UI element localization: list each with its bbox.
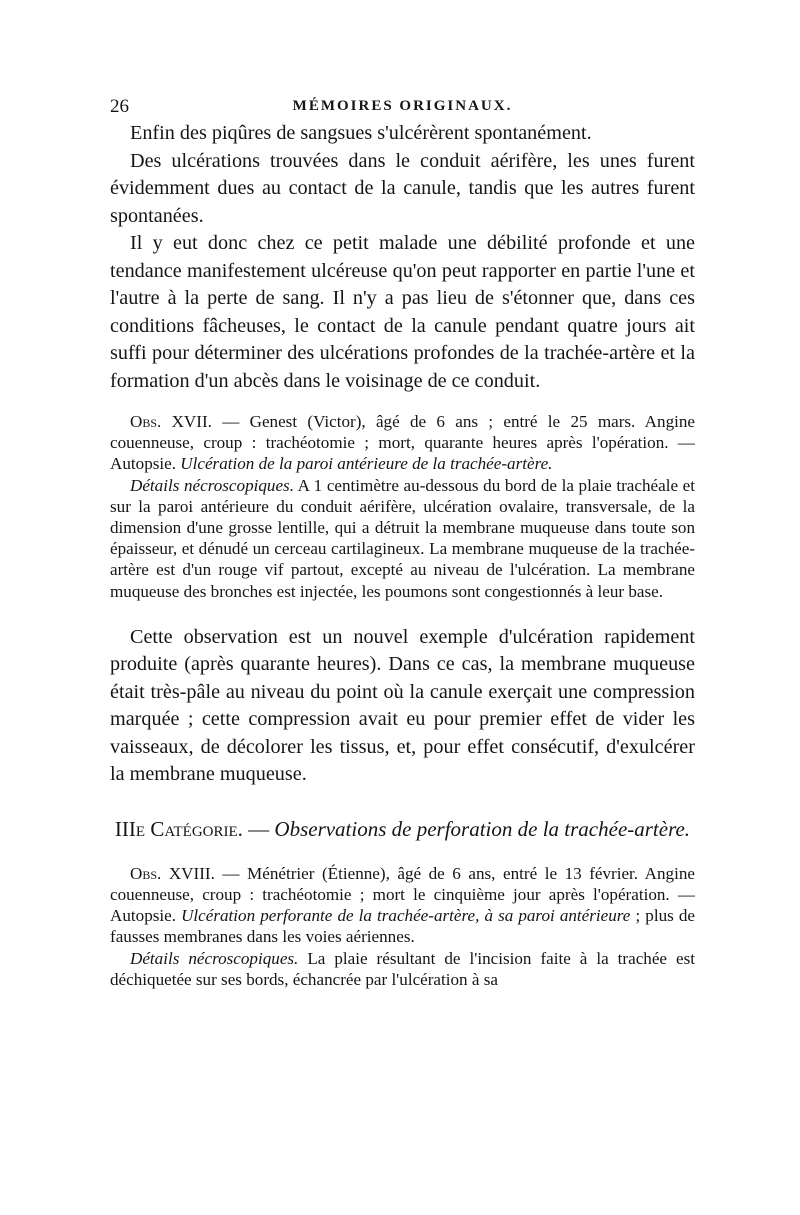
observation-xviii <box>110 863 695 948</box>
details-label: Détails nécroscopiques. <box>130 948 299 968</box>
obs-label: Obs. XVIII. <box>130 863 215 883</box>
paragraph-ulcerations: Des ulcérations trouvées dans le conduit aérifère, les unes furent évidemment dues au contact de la canule, tandis que les autres furent spontanées. <box>110 149 695 227</box>
page-number: 26 <box>110 96 129 117</box>
category-title: Observations de perforation de la trachée-artère. <box>274 816 691 841</box>
category-heading <box>110 815 695 843</box>
category-label: IIIe Catégorie. <box>114 816 243 841</box>
obs-label: Obs. XVII. <box>130 412 212 431</box>
page-header <box>110 90 695 120</box>
observation-xvii <box>110 411 695 475</box>
details-label: Détails nécroscopiques. <box>130 475 294 495</box>
obs-text: — Ménétrier (Étienne), âgé de 6 ans, entré le 13 février. Angine couenneuse, croup : trachéotomie ; mort le cinquième jour après l'opération. — Autopsie. <box>110 863 695 926</box>
running-title: MÉMOIRES ORIGINAUX. <box>292 98 513 114</box>
paragraph-cette-observation: Cette observation est un nouvel exemple d'ulcération rapidement produite (après quarante heures). Dans ce cas, la membrane muqueuse était très-pâle au niveau du point où la canule exerçait une compression marquée ; cette compression avait eu pour premier effet de vider les vaisseaux, de décolorer les tissus, et, pour effet consécutif, d'exulcérer la membrane muqueuse. <box>110 625 695 786</box>
details-text: A 1 centimètre au-dessous du bord de la plaie trachéale et sur la paroi antérieure du conduit aérifère, ulcération ovalaire, transversale, de la dimension d'une grosse lentille, qui a détruit la membrane muqueuse dans toute son épaisseur, et dénudé un cerceau cartilagineux. La membrane muqueuse de la trachée-artère est d'un rouge vif partout, excepté au niveau de l'ulcération. La membrane muqueuse des bronches est injectée, les poumons sont congestionnés à leur base. <box>110 475 695 601</box>
details-xvii <box>110 475 695 602</box>
paragraph-debilite: Il y eut donc chez ce petit malade une débilité profonde et une tendance manifestement ulcéreuse qu'on peut rapporter en partie l'une et l'autre à la perte de sang. Il n'y a pas lieu de s'étonner que, dans ces conditions fâcheuses, le contact de la canule pendant quatre jours ait suffi pour déterminer des ulcérations profondes de la trachée-artère et la formation d'un abcès dans le voisinage de ce conduit. <box>110 232 695 392</box>
obs-italic: Ulcération de la paroi antérieure de la trachée-artère. <box>180 454 553 474</box>
obs-text-2: ; plus de fausses membranes dans les voies aériennes. <box>110 906 695 947</box>
details-xviii <box>110 948 695 990</box>
category-dash: — <box>242 816 275 841</box>
details-text: La plaie résultant de l'incision faite à la trachée est déchiquetée sur ses bords, échancrée par l'ulcération à sa <box>110 948 695 989</box>
book-page <box>110 90 695 990</box>
obs-text: — Genest (Victor), âgé de 6 ans ; entré le 25 mars. Angine couenneuse, croup : trachéotomie ; mort, quarante heures après l'opération. — Autopsie. <box>110 412 695 474</box>
obs-italic: Ulcération perforante de la trachée-artère, à sa paroi antérieure <box>181 906 631 926</box>
paragraph-sangsues: Enfin des piqûres de sangsues s'ulcérèrent spontanément. <box>130 122 592 144</box>
